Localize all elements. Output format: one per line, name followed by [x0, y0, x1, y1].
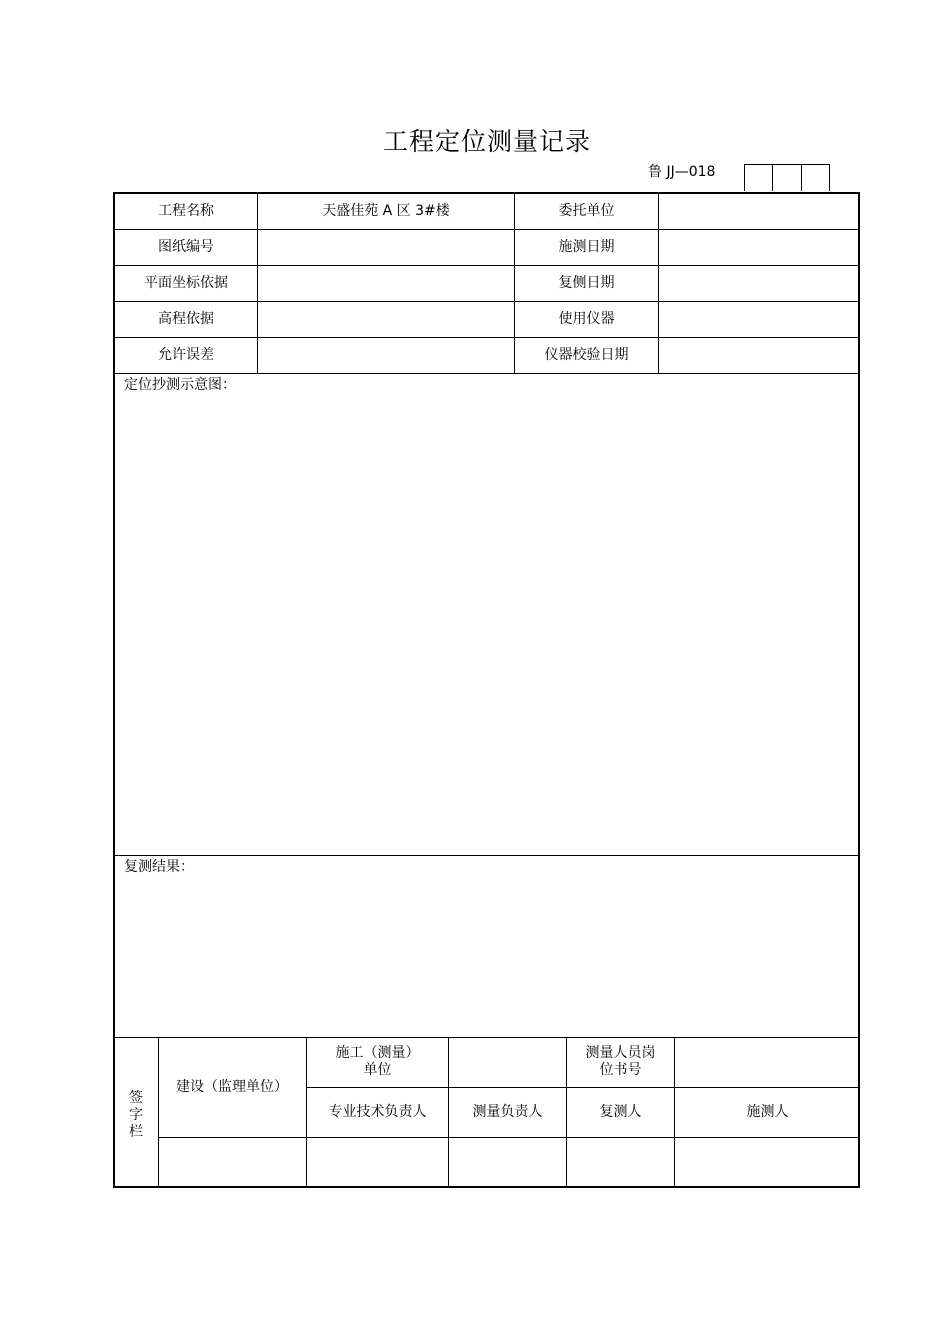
- survey-lead-sign-cell[interactable]: [449, 1138, 567, 1188]
- info-label: 施测日期: [558, 239, 615, 255]
- survey-lead-label: 测量负责人: [472, 1104, 543, 1120]
- info-label: 工程名称: [158, 203, 214, 219]
- info-label-cell: [515, 194, 659, 230]
- tech-lead-sign-cell[interactable]: [307, 1138, 449, 1188]
- info-value-cell[interactable]: [659, 194, 860, 230]
- code-boxes: [744, 164, 830, 191]
- record-form: [113, 192, 860, 1188]
- info-value-cell[interactable]: [258, 230, 515, 266]
- info-value-cell[interactable]: [659, 338, 860, 374]
- construction-label-cell: [307, 1037, 449, 1088]
- info-label: 允许误差: [158, 347, 214, 363]
- info-value-cell[interactable]: [258, 338, 515, 374]
- tech-lead-header: [307, 1088, 449, 1138]
- surveyor-header: [675, 1088, 860, 1138]
- info-label-cell: [515, 266, 659, 302]
- owner-label: 建设（监理单位）: [176, 1078, 288, 1095]
- tech-lead-label: 专业技术负责人: [328, 1104, 427, 1120]
- info-value-cell[interactable]: [659, 230, 860, 266]
- info-label-cell: [515, 230, 659, 266]
- info-label: 平面坐标依据: [144, 275, 228, 291]
- recheck-person-header: [567, 1088, 675, 1138]
- info-value-cell[interactable]: [659, 266, 860, 302]
- info-label: 委托单位: [558, 203, 615, 219]
- info-label-cell: [115, 230, 258, 266]
- info-label-cell: [115, 266, 258, 302]
- construction-label: 施工（测量） 单位: [335, 1045, 420, 1078]
- cert-label-cell: [567, 1037, 675, 1088]
- info-label-cell: [115, 338, 258, 374]
- survey-lead-header: [449, 1088, 567, 1138]
- info-label: 高程依据: [158, 311, 214, 327]
- info-label: 图纸编号: [158, 239, 214, 255]
- info-value: 天盛佳苑 A 区 3#楼: [322, 203, 450, 219]
- owner-sign-cell[interactable]: [158, 1138, 307, 1188]
- info-value-cell[interactable]: [258, 266, 515, 302]
- surveyor-sign-cell[interactable]: [675, 1138, 860, 1188]
- recheck-label: 复测结果：: [124, 859, 194, 875]
- recheck-person-sign-cell[interactable]: [567, 1138, 675, 1188]
- construction-value-cell[interactable]: [449, 1037, 567, 1088]
- surveyor-label: 施测人: [746, 1104, 789, 1120]
- section-divider: [115, 855, 860, 856]
- cert-value-cell[interactable]: [675, 1037, 860, 1088]
- info-label-cell: [515, 338, 659, 374]
- info-value-cell[interactable]: [659, 302, 860, 338]
- info-label-cell: [115, 194, 258, 230]
- diagram-label: 定位抄测示意图：: [124, 377, 236, 393]
- info-label: 使用仪器: [558, 311, 615, 327]
- recheck-person-label: 复测人: [599, 1104, 642, 1120]
- info-value-cell[interactable]: [258, 194, 515, 230]
- info-value-cell[interactable]: [258, 302, 515, 338]
- info-label: 仪器校验日期: [544, 347, 629, 363]
- cert-label: 测量人员岗 位书号: [585, 1045, 656, 1078]
- signature-side-label: 签字栏: [129, 1090, 143, 1140]
- info-label-cell: [115, 302, 258, 338]
- info-label: 复侧日期: [558, 275, 615, 291]
- owner-label-cell: [158, 1037, 307, 1138]
- info-label-cell: [515, 302, 659, 338]
- page-title: 工程定位测量记录: [382, 127, 591, 156]
- form-code: 鲁 JJ—018: [648, 164, 716, 180]
